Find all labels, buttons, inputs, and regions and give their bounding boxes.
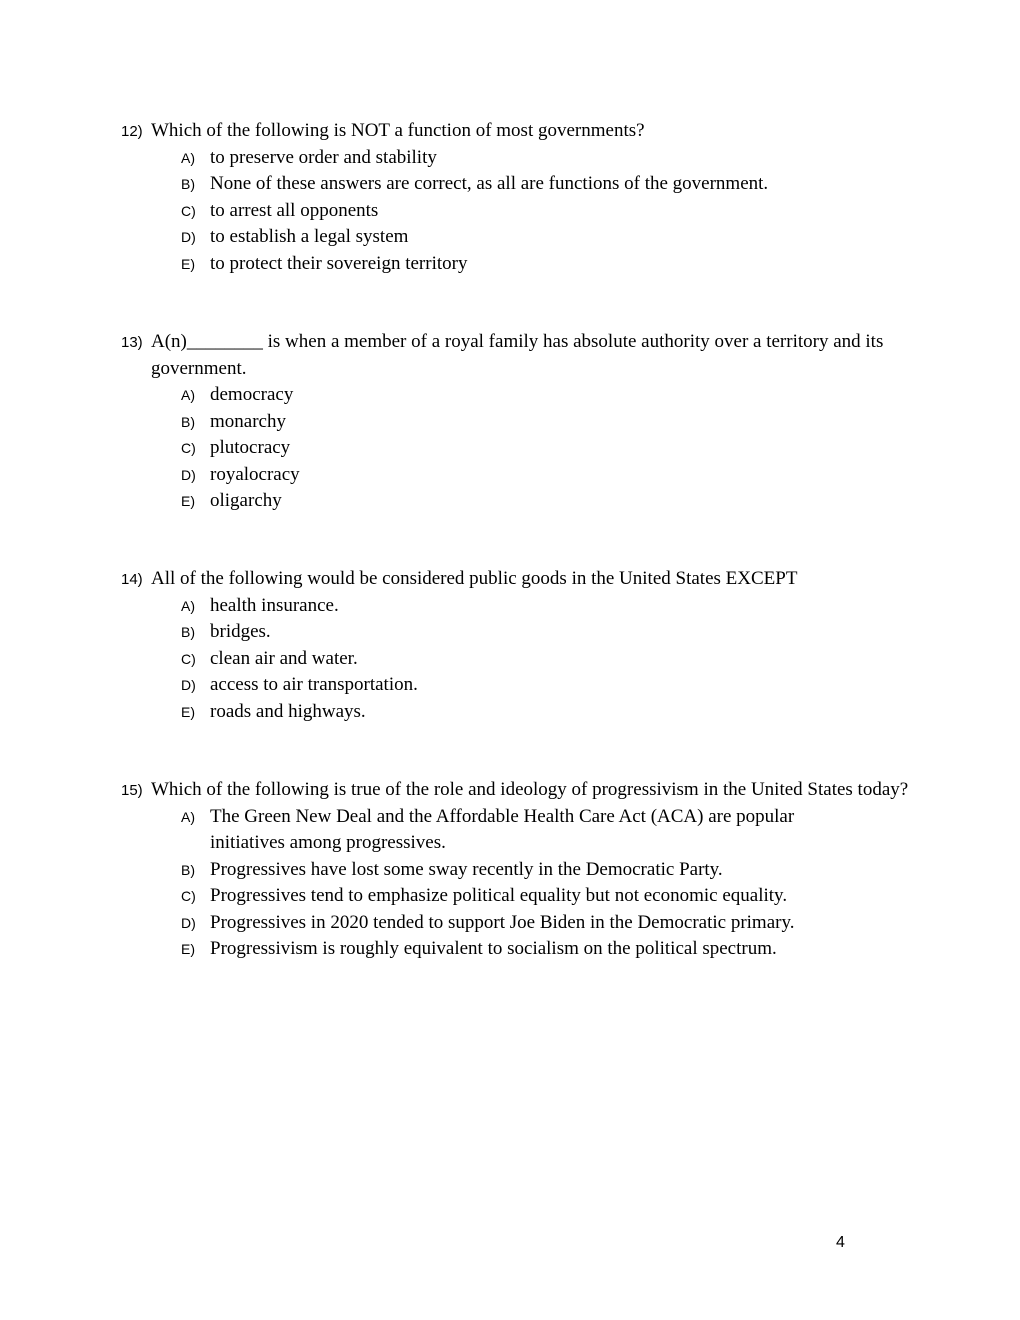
answer-option-e (181, 251, 911, 278)
answer-option-e (181, 936, 911, 963)
question-14 (121, 566, 911, 725)
option-letter: D) (181, 229, 196, 245)
option-text: to preserve order and stability (210, 146, 437, 168)
option-text: to protect their sovereign territory (210, 252, 468, 274)
answer-option-d (181, 224, 911, 251)
option-text: Progressivism is roughly equivalent to socialism on the political spectrum. (210, 938, 777, 959)
answer-options (181, 382, 911, 515)
option-text: None of these answers are correct, as all are functions of the government. (210, 173, 769, 194)
option-text: royalocracy (210, 463, 300, 485)
question-text: Which of the following is NOT a function of most governments? (151, 120, 645, 141)
answer-option-b (181, 171, 911, 198)
option-letter: C) (181, 888, 196, 904)
option-letter: C) (181, 202, 196, 219)
question-number: 15) (121, 782, 143, 799)
answer-option-c (181, 435, 911, 462)
answer-option-b (181, 619, 911, 646)
answer-option-b (181, 409, 911, 436)
question-number: 12) (121, 123, 143, 140)
option-text: bridges. (210, 621, 271, 642)
page-number: 4 (836, 1234, 845, 1251)
answer-option-c (181, 883, 911, 910)
option-text: The Green New Deal and the Affordable Health Care Act (ACA) are popular initiatives among progressives. (210, 805, 795, 853)
option-letter: D) (181, 677, 196, 693)
answer-options (181, 145, 911, 278)
question-15 (121, 777, 911, 963)
question-stem (121, 566, 911, 593)
answer-option-c (181, 646, 911, 673)
option-text: clean air and water. (210, 647, 358, 669)
answer-option-d (181, 462, 911, 489)
question-stem (121, 329, 911, 382)
option-text: monarchy (210, 410, 286, 432)
question-stem (121, 777, 911, 804)
option-text: roads and highways. (210, 700, 366, 722)
question-text: Which of the following is true of the role and ideology of progressivism in the United States today? (151, 779, 909, 800)
option-letter: D) (181, 466, 196, 483)
option-text: democracy (210, 384, 294, 405)
answer-option-e (181, 488, 911, 515)
answer-option-c (181, 198, 911, 225)
option-letter: E) (181, 255, 195, 272)
option-letter: A) (181, 149, 195, 166)
option-text: access to air transportation. (210, 674, 418, 695)
question-number: 14) (121, 571, 143, 588)
option-letter: B) (181, 624, 195, 640)
option-text: to establish a legal system (210, 226, 409, 247)
option-letter: C) (181, 650, 196, 667)
answer-option-d (181, 672, 911, 699)
option-text: oligarchy (210, 490, 282, 511)
option-letter: B) (181, 413, 195, 430)
option-text: to arrest all opponents (210, 199, 379, 221)
option-letter: D) (181, 914, 196, 931)
option-letter: E) (181, 703, 195, 720)
option-text: plutocracy (210, 437, 291, 458)
answer-option-a (181, 804, 911, 857)
question-stem (121, 118, 911, 145)
option-letter: E) (181, 493, 195, 509)
option-letter: C) (181, 440, 196, 456)
answer-option-a (181, 382, 911, 409)
option-letter: A) (181, 597, 195, 614)
question-text: All of the following would be considered public goods in the United States EXCEPT (151, 568, 798, 589)
answer-option-e (181, 699, 911, 726)
option-letter: E) (181, 941, 195, 957)
question-number: 13) (121, 334, 143, 351)
option-letter: B) (181, 176, 195, 192)
answer-option-d (181, 910, 911, 937)
answer-options (181, 804, 911, 963)
answer-option-a (181, 593, 911, 620)
option-text: health insurance. (210, 594, 339, 616)
question-12 (121, 118, 911, 277)
question-13 (121, 329, 911, 515)
answer-option-a (181, 145, 911, 172)
answer-options (181, 593, 911, 726)
option-text: Progressives have lost some sway recently in the Democratic Party. (210, 858, 723, 880)
option-text: Progressives in 2020 tended to support Joe Biden in the Democratic primary. (210, 911, 795, 933)
option-letter: B) (181, 861, 195, 878)
option-letter: A) (181, 808, 195, 825)
option-text: Progressives tend to emphasize political equality but not economic equality. (210, 885, 788, 906)
question-text: A(n)________ is when a member of a royal family has absolute authority over a territory and its government. (151, 331, 884, 379)
option-letter: A) (181, 387, 195, 403)
answer-option-b (181, 857, 911, 884)
